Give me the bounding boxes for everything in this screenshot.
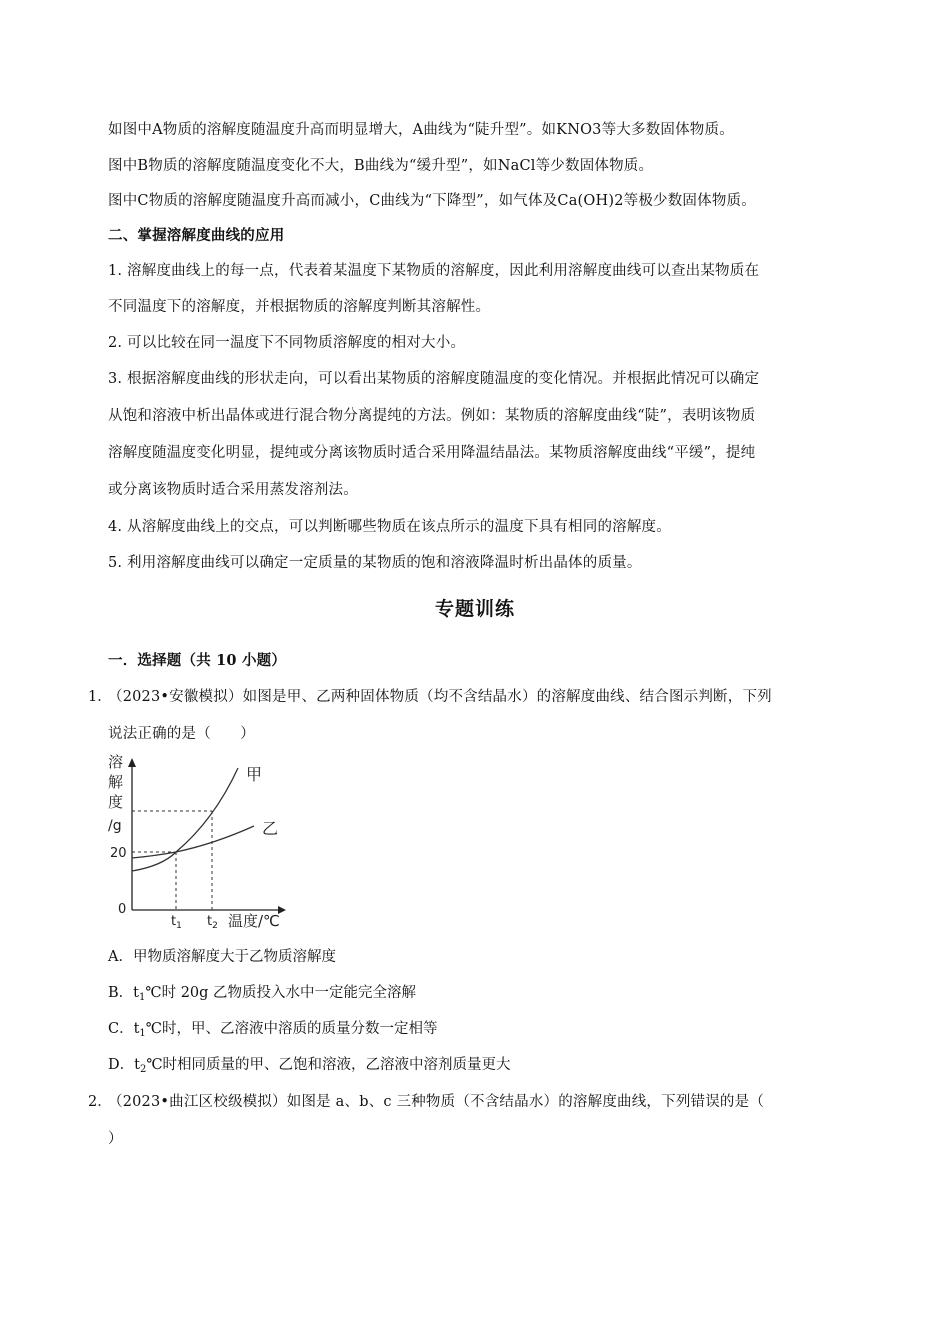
origin-label: 0 <box>118 902 127 917</box>
x-tick-t2: $t_2$ <box>207 914 218 930</box>
y-axis-arrow-icon <box>128 758 136 767</box>
question-1-option-b: B．$t_1℃$时 20g 乙物质投入水中一定能完全溶解 <box>108 985 417 1003</box>
list-item-1-line2: 不同温度下的溶解度，并根据物质的溶解度判断其溶解性。 <box>108 299 491 315</box>
y-label-1: 溶 <box>108 753 124 771</box>
list-item-2: 2. 可以比较在同一温度下不同物质溶解度的相对大小。 <box>108 335 466 351</box>
curve-label-yi: 乙 <box>262 819 279 838</box>
part-heading: 一．选择题（共 10 小题） <box>108 652 287 669</box>
curve-label-jia: 甲 <box>246 765 263 784</box>
question-1-option-a: A．甲物质溶解度大于乙物质溶解度 <box>108 949 336 965</box>
y-label-2: 解 <box>108 773 124 791</box>
question-1-option-c: C．$t_1℃$时，甲、乙溶液中溶质的质量分数一定相等 <box>108 1021 438 1039</box>
question-2-stem-line2: ） <box>108 1131 123 1147</box>
intro-paragraph-a: 如图中A物质的溶解度随温度升高而明显增大，A曲线为“陡升型”。如KNO3等大多数固体物质。 <box>108 122 734 138</box>
list-item-3-line4: 或分离该物质时适合采用蒸发溶剂法。 <box>108 482 358 498</box>
list-item-1-line1: 1. 溶解度曲线上的每一点，代表着某温度下某物质的溶解度，因此利用溶解度曲线可以查出某物质在 <box>108 263 760 279</box>
intro-paragraph-c: 图中C物质的溶解度随温度升高而减小，C曲线为“下降型”，如气体及Ca(OH)2等极少数固体物质。 <box>108 193 756 209</box>
solubility-curve-figure <box>104 750 294 930</box>
question-1-option-d: D．$t_2℃$时相同质量的甲、乙饱和溶液，乙溶液中溶剂质量更大 <box>108 1057 511 1075</box>
y-label-4: /g <box>108 818 122 834</box>
question-2-stem-line1: （2023•曲江区校级模拟）如图是 a、b、c 三种物质（不含结晶水）的溶解度曲线，下列错误的是（ <box>108 1094 765 1110</box>
list-item-3-line2: 从饱和溶液中析出晶体或进行混合物分离提纯的方法。例如：某物质的溶解度曲线“陡”，表明该物质 <box>108 408 756 424</box>
list-item-3-line1: 3. 根据溶解度曲线的形状走向，可以看出某物质的溶解度随温度的变化情况。并根据此情况可以确定 <box>108 371 760 387</box>
intro-paragraph-b: 图中B物质的溶解度随温度变化不大，B曲线为“缓升型”，如NaCl等少数固体物质。 <box>108 158 654 174</box>
section-heading: 二、掌握溶解度曲线的应用 <box>108 227 285 244</box>
question-2-number: 2． <box>88 1094 112 1110</box>
list-item-4: 4. 从溶解度曲线上的交点，可以判断哪些物质在该点所示的温度下具有相同的溶解度。 <box>108 519 671 535</box>
page-title: 专题训练 <box>434 598 515 620</box>
list-item-5: 5. 利用溶解度曲线可以确定一定质量的某物质的饱和溶液降温时析出晶体的质量。 <box>108 555 642 571</box>
x-tick-t1: $t_1$ <box>171 914 182 930</box>
question-1-stem-line2: 说法正确的是（ ） <box>108 726 255 742</box>
y-tick-20: 20 <box>110 846 127 861</box>
curve-yi <box>132 826 254 858</box>
curve-jia <box>132 768 238 871</box>
question-1-number: 1． <box>88 689 112 705</box>
question-1-stem-line1: （2023•安徽模拟）如图是甲、乙两种固体物质（均不含结晶水）的溶解度曲线、结合图示判断，下列 <box>108 689 772 705</box>
x-axis-label: 温度/℃ <box>228 912 280 930</box>
y-label-3: 度 <box>108 793 124 811</box>
list-item-3-line3: 溶解度随温度变化明显，提纯或分离该物质时适合采用降温结晶法。某物质溶解度曲线“平缓”，提纯 <box>108 445 756 461</box>
